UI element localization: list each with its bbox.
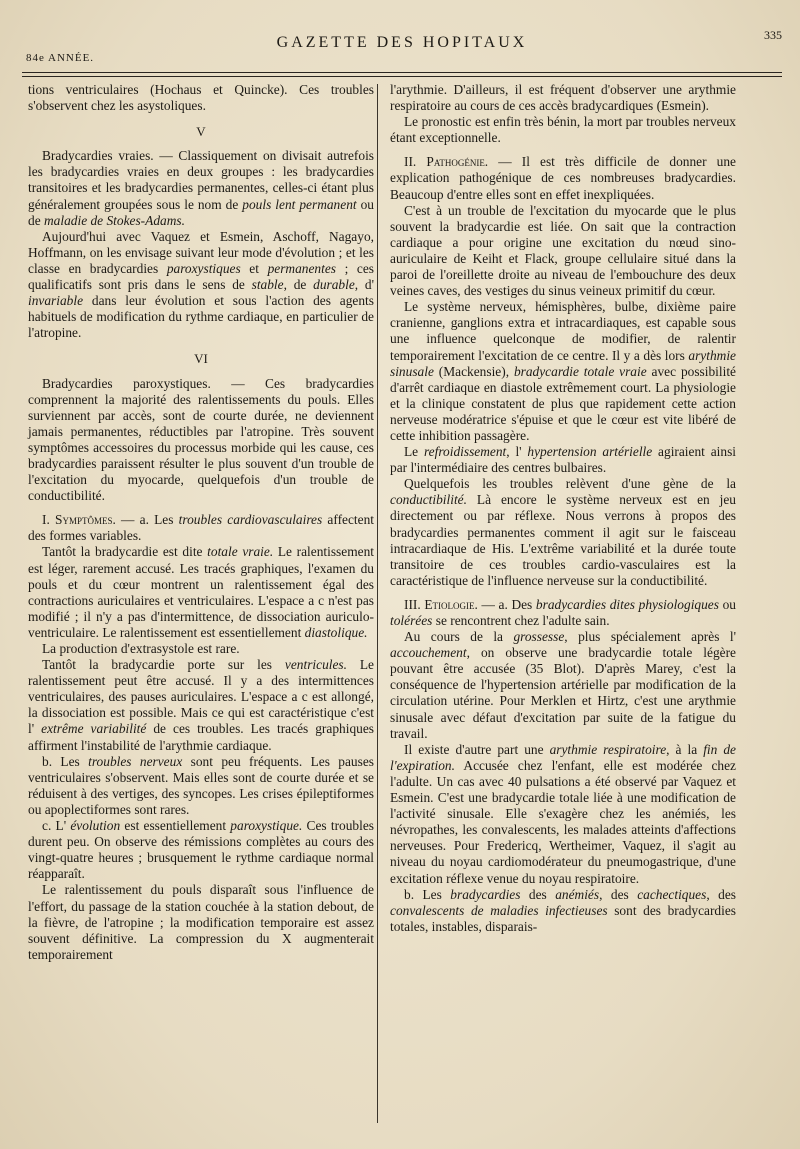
paragraph: b. Les troubles nerveux sont peu fréquents. Les pauses ventriculaires s'observent. Mais elles sont de courte durée et se réduisent à des vertiges, des syncopes. Les crises épileptiformes ou apoplectiformes sont rares. <box>28 753 374 817</box>
paragraph: tions ventriculaires (Hochaus et Quincke). Ces troubles s'observent chez les asystoliques. <box>28 82 374 114</box>
paragraph: III. Etiologie. — a. Des bradycardies dites physiologiques ou tolérées se rencontrent chez l'adulte sain. <box>390 596 736 628</box>
page-header <box>22 28 782 68</box>
paragraph: Le refroidissement, l' hypertension artérielle agiraient ainsi par l'intermédiaire des centres bulbaires. <box>390 444 736 476</box>
paragraph: Tantôt la bradycardie porte sur les ventricules. Le ralentissement peut être accusé. Il y a des intermittences ventriculaires, des pauses auriculaires. L'espace a c est allongé, la dissociation est possible. Mais ce qui est caractéristique c'est l' extrême variabilité de ces troubles. Les tracés graphiques affirment l'instabilité de l'arythmie cardiaque. <box>28 657 374 753</box>
paragraph: Le ralentissement du pouls disparaît sous l'influence de l'effort, du passage de la station couchée à la station debout, de la fièvre, de l'atropine ; la modification temporaire est assez souvent définitive. La compression du X augmenterait temporairement <box>28 882 374 962</box>
paragraph: Le système nerveux, hémisphères, bulbe, dixième paire cranienne, ganglions extra et intracardiaques, est capable sous une influence quelconque de modifier, de ralentir temporairement l'excitation de ce centre. Il y a dès lors arythmie sinusale (Mackensie), bradycardie totale vraie avec possibilité d'arrêt cardiaque en diastole extrêmement court. La physiologie et la clinique constatent de plus que rapidement cette action nerveuse modératrice s'épuise et que le cœur est vite libéré de cette inhibition passagère. <box>390 299 736 443</box>
paragraph: c. L' évolution est essentiellement paroxystique. Ces troubles durent peu. On observe des rémissions complètes au cours des vingt-quatre heures ; brusquement le rythme cardiaque normal réapparaît. <box>28 818 375 882</box>
paragraph: II. Pathogénie. — Il est très difficile de donner une explication pathogénique de ces nombreuses bradycardies. Beaucoup d'entre elles sont en effet inexpliquées. <box>390 154 737 202</box>
paragraph: Le pronostic est enfin très bénin, la mort par troubles nerveux étant exceptionnelle. <box>390 114 736 146</box>
paragraph: La production d'extrasystole est rare. <box>42 641 240 656</box>
paragraph: I. Symptômes. — a. Les troubles cardiovasculaires affectent des formes variables. <box>28 512 375 544</box>
paragraph: Il existe d'autre part une arythmie respiratoire, à la fin de l'expiration. Accusée chez l'enfant, elle est modérée chez l'adulte. Un cas avec 40 pulsations a été observé par Vaquez et Esmein. C'est une bradycardie totale liée à une modification de l'activité sinusale. Elle s'exagère chez les anémiés, les névropathes, les convalescents, les malades atteints d'affections nerveuses. Pour Fredericq, Wertheimer, Vaquez, il s'agit au niveau du noyau cardiomodérateur du pneumogastrique, d'une excitation réflexe venue du noyau respiratoire. <box>390 741 737 886</box>
right-column <box>390 82 736 935</box>
paragraph: l'arythmie. D'ailleurs, il est fréquent d'observer une arythmie respiratoire au cours de ces accès bradycardiques (Esmein). <box>390 82 736 114</box>
paragraph: b. Les bradycardies des anémiés, des cachectiques, des convalescents de maladies infectieuses sont des bradycardies totales, instables, disparais- <box>390 886 736 934</box>
year-label: 84e ANNÉE. <box>26 52 95 64</box>
header-rule-thin <box>22 76 782 77</box>
column-divider <box>377 84 378 1123</box>
paragraph: Bradycardies paroxystiques. — Ces bradycardies comprennent la majorité des ralentissements du pouls. Elles surviennent par accès, sont de courte durée, ne deviennent jamais permanentes, réductibles par l'atropine. Très souvent symptômes accessoires du processus morbide qui les cause, ces bradycardies paraissent résulter le plus souvent d'un trouble de l'excitation du myocarde, quelquefois d'un trouble de conductibilité. <box>28 375 374 504</box>
section-number: VI <box>194 351 208 367</box>
left-column <box>28 82 374 963</box>
paragraph: Au cours de la grossesse, plus spécialement après l' accouchement, on observe une bradycardie totale légère pouvant être accusée (35 Blot). D'après Marey, c'est la conséquence de l'hypertension artérielle par modification de la circulation utérine. Pour Merklen et Hirtz, c'est une arythmie sinusale avec défaut d'excitation par suite de la fatigue du travail. <box>390 629 736 741</box>
paragraph: Aujourd'hui avec Vaquez et Esmein, Aschoff, Nagayo, Hoffmann, on les envisage suivant leur mode d'évolution ; et les classe en bradycardies paroxystiques et permanentes ; ces qualificatifs sont pris dans le sens de stable, de durable, d' invariable dans leur évolution et sous l'action des agents habituels de modification du rythme cardiaque, en particulier de l'atropine. <box>28 228 375 341</box>
section-number: V <box>196 124 206 140</box>
paragraph: Tantôt la bradycardie est dite totale vraie. Le ralentissement est léger, rarement accusé. Les tracés graphiques, l'examen du pouls et du cœur montrent un ralentissement égal des contractions auriculaires et ventriculaires. L'espace a c n'est pas modifié ; il n'y a pas d'intermittence, de dissociation auriculo-ventriculaire. Le ralentissement est essentiellement diastolique. <box>28 544 374 640</box>
journal-title: GAZETTE DES HOPITAUX <box>276 34 528 51</box>
paragraph: C'est à un trouble de l'excitation du myocarde que le plus souvent la bradycardie est liée. On sait que la contraction cardiaque a pour origine une excitation du nœud sino-auriculaire de Keiht et Flack, groupe cellulaire situé dans la paroi de l'oreillette droite au niveau de l'embouchure des deux veines caves, des vestiges du sinus veineux primitif du cœur. <box>390 202 736 299</box>
paragraph: Quelquefois les troubles relèvent d'une gène de la conductibilité. Là encore le système nerveux est en jeu directement ou par réflexe. Nous verrons à propos des bradycardies permanentes comment il agit sur le faisceau intracardiaque de His. L'extrême variabilité et la durée toute transitoire de ces troubles cardio-vasculaires est la caractéristique de l'influence nerveuse sur la conductibilité. <box>390 476 736 588</box>
page-number: 335 <box>764 28 782 42</box>
paragraph: Bradycardies vraies. — Classiquement on divisait autrefois les bradycardies vraies en deux groupes : les bradycardies transitoires et les bradycardies permanentes, celles-ci étant plus généralement groupées sous le nom de pouls lent permanent ou de maladie de Stokes-Adams. <box>28 148 374 228</box>
header-rule <box>22 72 782 73</box>
